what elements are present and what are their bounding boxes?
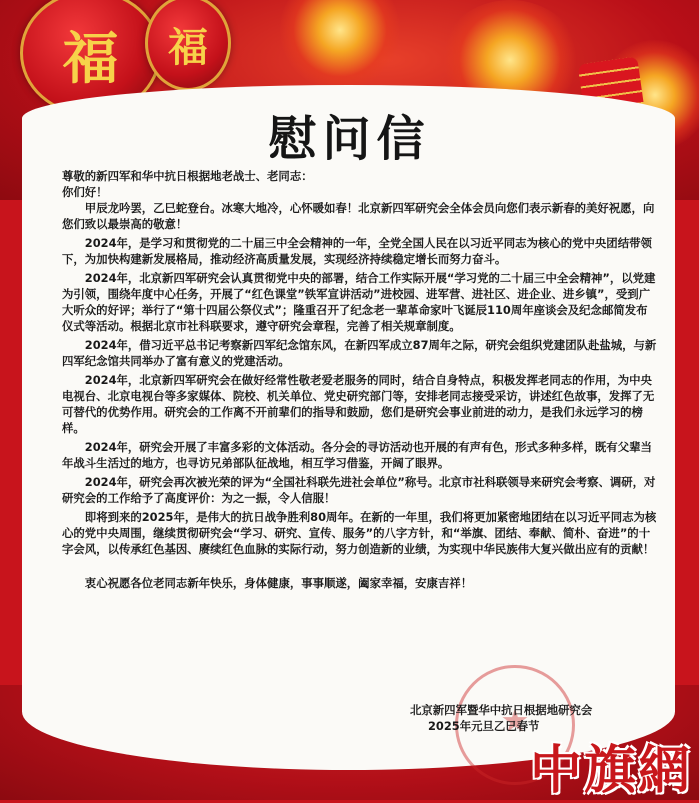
paragraph: 甲辰龙吟罢，乙巳蛇登台。冰寒大地冷，心怀暖如春！北京新四军研究会全体会员向您们表示新春的美好祝愿，向您们致以最崇高的敬意！	[62, 201, 655, 231]
signature-date: 2025年元旦乙巳春节	[428, 719, 540, 733]
paragraph: 2024年，研究会开展了丰富多彩的文体活动。各分会的寻访活动也开展的有声有色，形式多种多样，既有父辈当年战斗生活过的地方，也寻访兄弟部队征战地，相互学习借鉴，开阔了眼界。	[62, 440, 652, 470]
paragraph: 即将到来的2025年，是伟大的抗日战争胜利80周年。在新的一年里，我们将更加紧密地团结在以习近平同志为核心的党中央周围，继续贯彻研究会“学习、研究、宣传、服务”的八字方针，和“举旗、团结、奉献、简朴、奋进”的十字会风，以传承红色基因、赓续红色血脉的实际行动，努力创造新的业绩，为实现中华民族伟大复兴做出应有的贡献！	[62, 510, 657, 556]
closing-wishes: 衷心祝愿各位老同志新年快乐，身体健康，事事顺遂，阖家幸福，安康吉祥！	[84, 576, 473, 590]
firework-decoration	[280, 0, 400, 90]
greeting: 你们好！	[62, 185, 108, 199]
lantern-fu-icon	[145, 0, 231, 91]
letter-body	[62, 168, 658, 594]
paragraph: 2024年，借习近平总书记考察新四军纪念馆东风，在新四军成立87周年之际，研究会组织党建团队赴盐城，与新四军纪念馆共同举办了富有意义的党建活动。	[62, 338, 657, 368]
lantern-character: 福	[62, 26, 119, 92]
paragraph: 2024年，是学习和贯彻党的二十届三中全会精神的一年，全党全国人民在以习近平同志为核心的党中央团结带领下，为加快构建新发展格局，推动经济高质量发展，实现经济持续稳定增长而努力奋斗。	[62, 236, 652, 266]
salutation: 尊敬的新四军和华中抗日根据地老战士、老同志：	[62, 169, 313, 183]
paragraph: 2024年，研究会再次被光荣的评为“全国社科联先进社会单位”称号。北京市社科联领导来研究会考察、调研，对研究会的工作给予了高度评价：为之一振，令人信服！	[62, 475, 656, 505]
paragraph: 2024年，北京新四军研究会在做好经常性敬老爱老服务的同时，结合自身特点，积极发挥老同志的作用，为中央电视台、北京电视台等多家媒体、院校、机关单位、党史研究部门等，安排老同志接受采访，讲述红色故事，发挥了无可替代的优势作用。研究会的工作离不开前辈们的指导和鼓励，您们是研究会事业前进的动力，是我们永远学习的榜样。	[62, 373, 655, 435]
letter-title: 慰问信	[268, 111, 431, 167]
paragraph: 2024年，北京新四军研究会认真贯彻党中央的部署，结合工作实际开展“学习党的二十届三中全会精神”，以党建为引领，围绕年度中心任务，开展了“红色课堂”铁军宣讲活动”进校园、进军营、进社区、进企业、进乡镇”，受到广大听众的好评；举行了“第十四届公祭仪式”；隆重召开了纪念老一辈革命家叶飞诞辰110周年座谈会及纪念邮简发布仪式等活动。根据北京市社科联要求，遵守研究会章程，完善了相关规章制度。	[62, 271, 656, 333]
lantern-character: 福	[168, 24, 208, 71]
signature-org: 北京新四军暨华中抗日根据地研究会	[410, 703, 593, 717]
site-watermark-logo: 中旗網	[530, 740, 693, 801]
